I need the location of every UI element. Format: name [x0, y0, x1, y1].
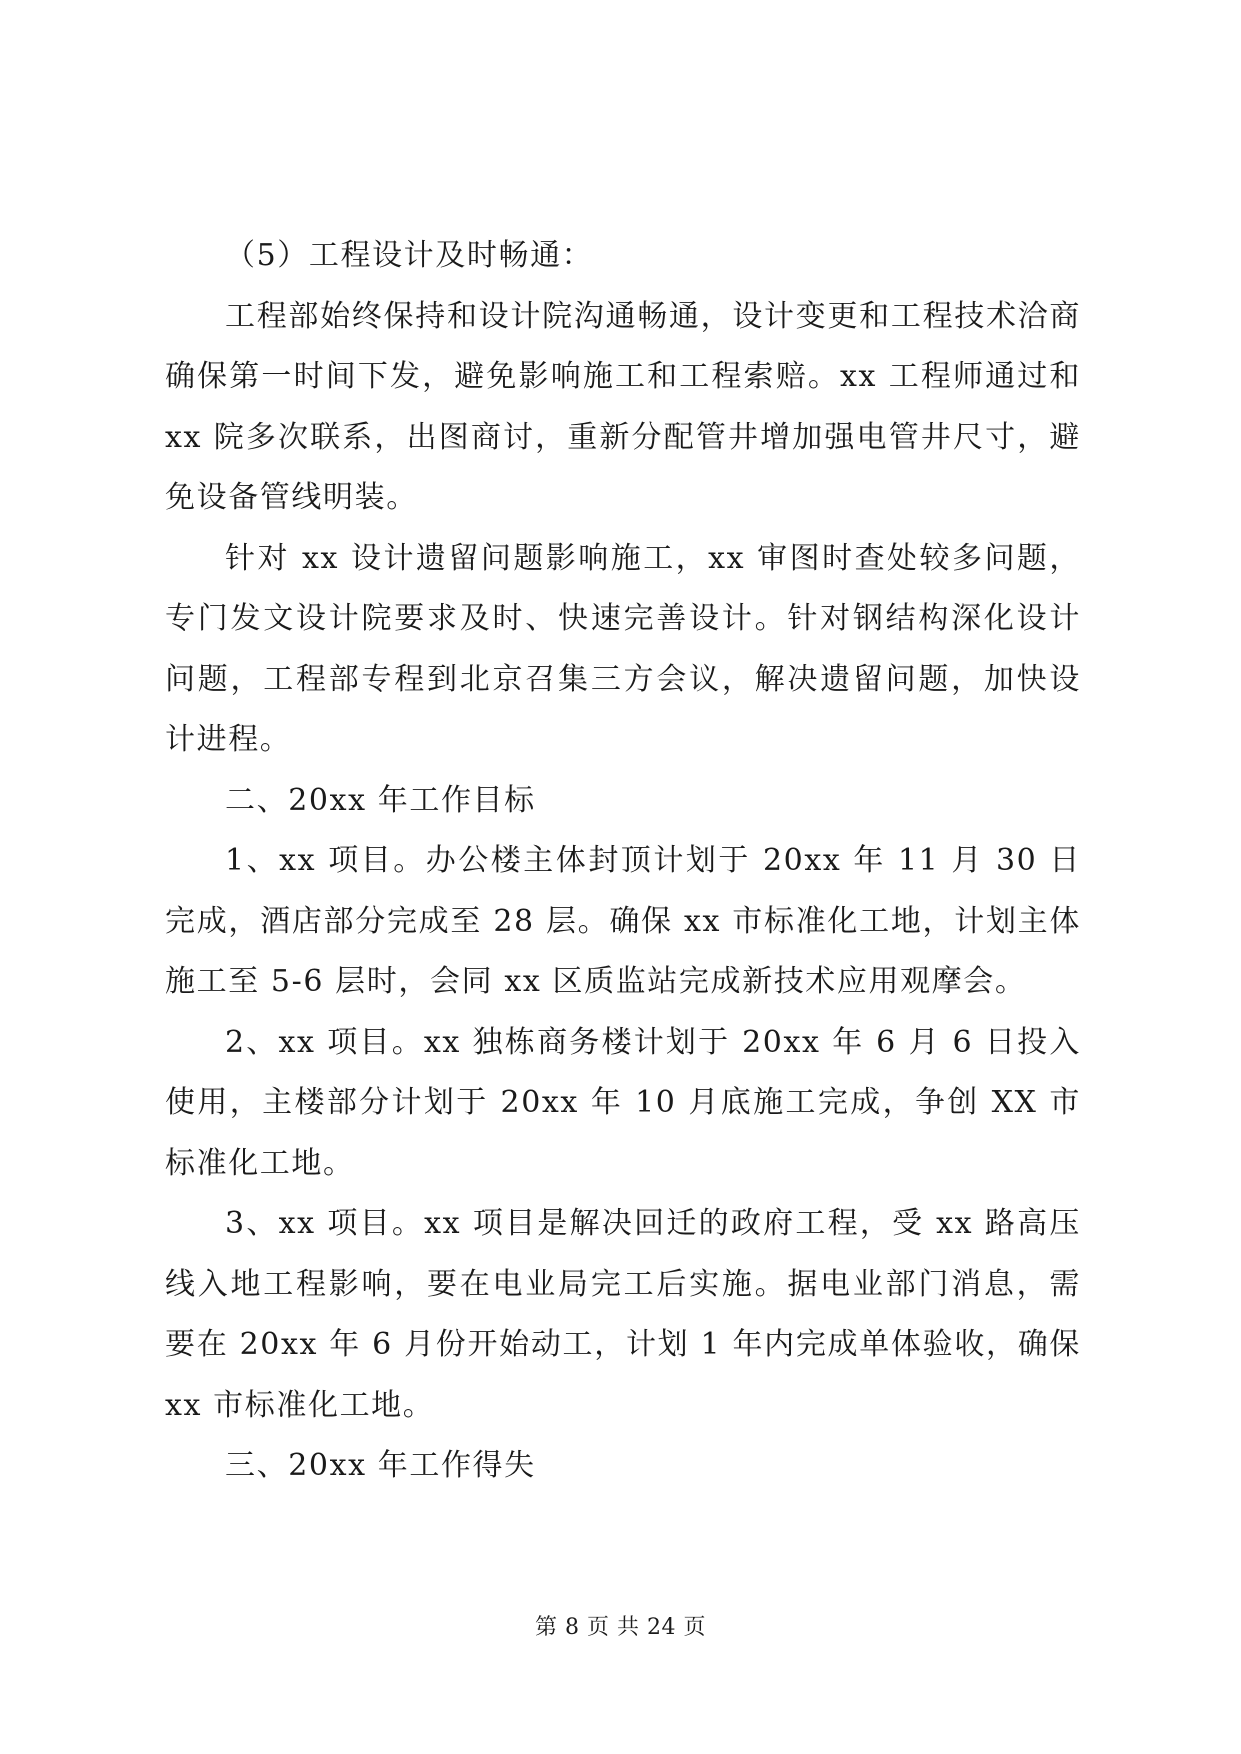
page-number-footer: 第 8 页 共 24 页 [535, 1615, 706, 1640]
paragraph-design-communication: 工程部始终保持和设计院沟通畅通，设计变更和工程技术洽商确保第一时间下发，避免影响施工和工程索赔。xx 工程师通过和 xx 院多次联系，出图商讨，重新分配管井增加强电管井尺寸，避免设备管线明装。 [165, 298, 1081, 515]
paragraph-goal-3: 3、xx 项目。xx 项目是解决回迁的政府工程，受 xx 路高压线入地工程影响，要在电业局完工后实施。据电业部门消息，需要在 20xx 年 6 月份开始动工，计划 1 年内完成单体验收，确保 xx 市标准化工地。 [165, 1206, 1081, 1423]
paragraph-design-heading: （5）工程设计及时畅通： [225, 238, 594, 273]
section-heading-goals: 二、20xx 年工作目标 [225, 782, 536, 818]
paragraph-goal-1: 1、xx 项目。办公楼主体封顶计划于 20xx 年 11 月 30 日完成，酒店部分完成至 28 层。确保 xx 市标准化工地，计划主体施工至 5-6 层时，会同 xx 区质监站完成新技术应用观摩会。 [165, 843, 1081, 999]
section-heading-gains-losses: 三、20xx 年工作得失 [225, 1448, 536, 1483]
paragraph-design-issues: 针对 xx 设计遗留问题影响施工，xx 审图时查处较多问题，专门发文设计院要求及时、快速完善设计。针对钢结构深化设计问题，工程部专程到北京召集三方会议，解决遗留问题，加快设计进程。 [165, 540, 1081, 757]
document-body [165, 226, 1081, 1497]
paragraph-goal-2: 2、xx 项目。xx 独栋商务楼计划于 20xx 年 6 月 6 日投入使用，主楼部分计划于 20xx 年 10 月底施工完成，争创 XX 市标准化工地。 [165, 1024, 1081, 1181]
